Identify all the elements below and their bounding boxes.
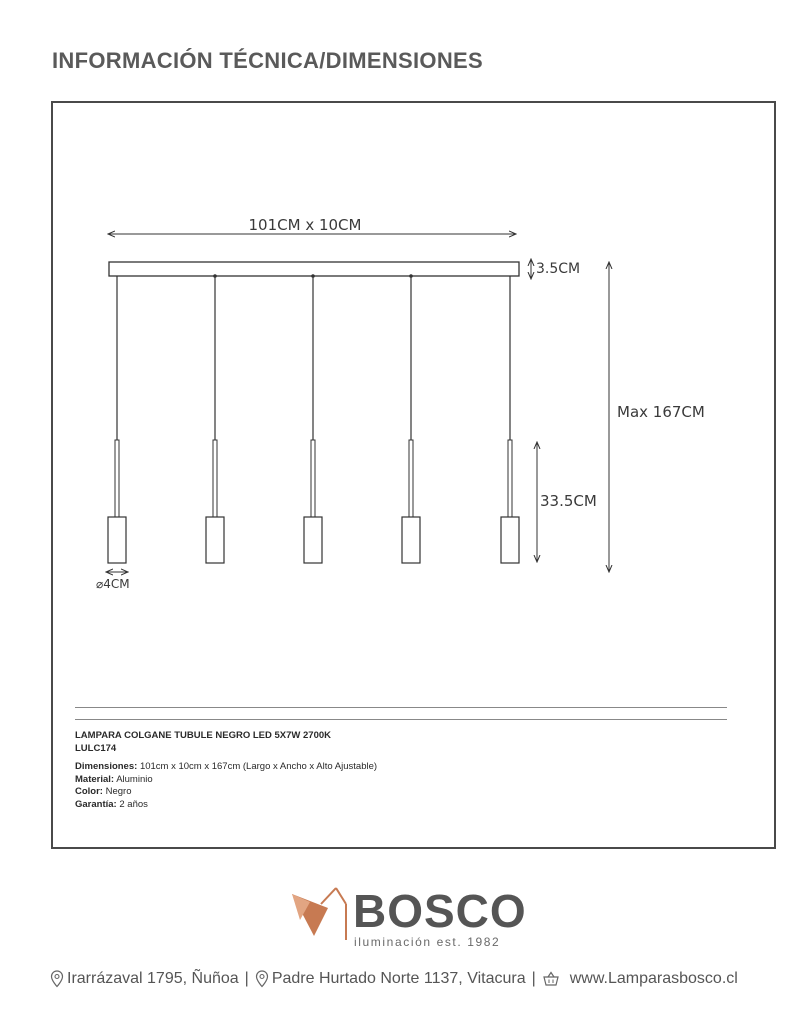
spec-row: Material: Aluminio [75,773,153,785]
location-pin-icon [50,970,64,988]
separator: | [244,970,249,987]
shopping-basket-icon [542,971,560,987]
brand-tagline: iluminación est. 1982 [354,935,501,949]
website-link[interactable]: www.Lamparasbosco.cl [569,970,738,987]
pendant-2 [206,274,224,563]
divider-line [75,707,727,708]
tube-height-label: 33.5CM [540,492,597,510]
bar-height-label: 3.5CM [536,261,581,277]
product-specs [75,730,377,811]
spec-row: Color: Negro [75,786,132,797]
product-name: LAMPARA COLGANE TUBULE NEGRO LED 5X7W 2700K [75,730,331,741]
spec-row: Dimensiones: 101cm x 10cm x 167cm (Largo x Ancho x Alto Ajustable) [75,761,378,772]
pendant-3 [304,274,322,563]
pendant-5 [501,276,519,563]
separator: | [531,970,536,987]
width-label: 101CM x 10CM [248,216,362,234]
pendant-4 [402,274,420,563]
ceiling-bar [109,262,519,276]
diameter-label: ⌀4CM [96,577,130,591]
page-title: INFORMACIÓN TÉCNICA/DIMENSIONES [52,48,483,73]
max-height-label: Max 167CM [617,403,705,421]
address-nunoa: Irarrázaval 1795, Ñuñoa [67,970,239,987]
product-code: LULC174 [75,742,117,754]
bosco-lamp-logo-icon [288,884,358,944]
location-pin-icon [255,970,269,988]
pendant-1 [108,276,126,563]
divider-line [75,719,727,720]
brand-name: BOSCO [353,885,527,937]
spec-row: Garantía: 2 años [75,798,148,810]
address-vitacura: Padre Hurtado Norte 1137, Vitacura [271,970,526,987]
footer [50,970,738,988]
